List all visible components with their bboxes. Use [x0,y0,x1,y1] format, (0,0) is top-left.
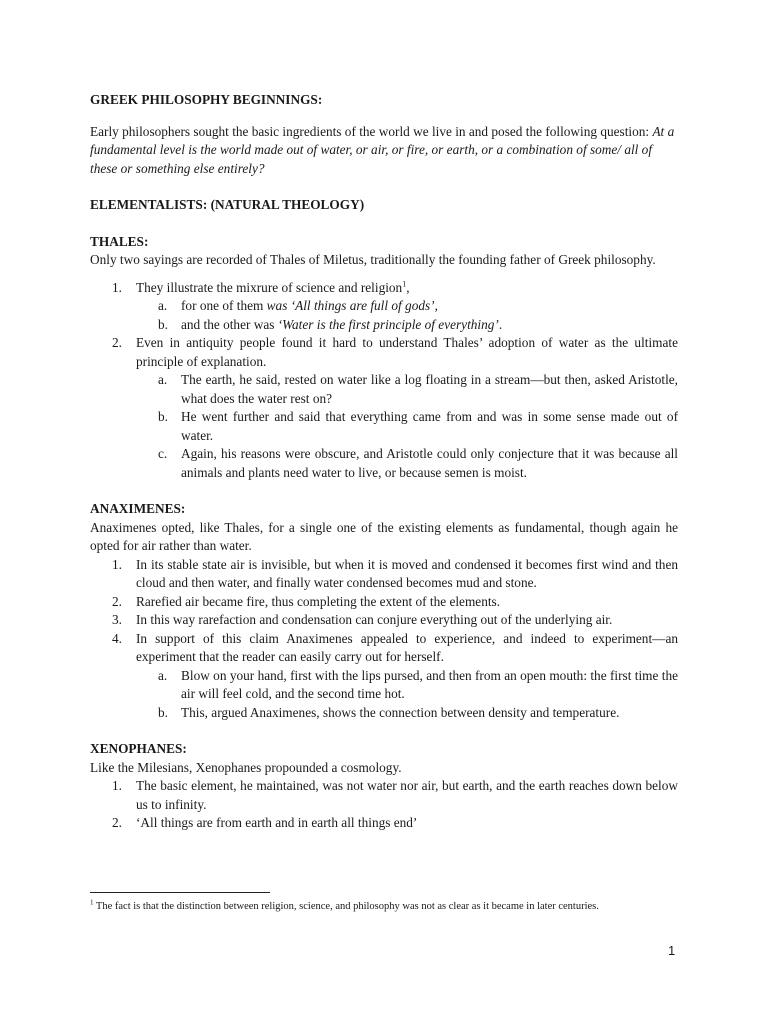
list-item [90,334,678,482]
intro-question: At a fundamental level is the world made out of water, or air, or fire, or earth, or a combination of some/ all of these or something else entirely? [90,123,675,176]
sub-list-item [90,704,678,723]
sub-list-letter: b. [158,316,168,332]
sub-list-item [90,667,678,704]
list-item-text: Rarefied air became fire, thus completing the extent of the elements. [136,593,501,609]
list-number: 2. [112,593,122,609]
anaximenes-intro: Anaximenes opted, like Thales, for a single one of the existing elements as fundamental, though again he opted for air rather than water. [90,519,678,553]
xenophanes-list [90,777,678,833]
sub-list-item [90,408,678,445]
list-item [90,556,678,593]
list-item-text: In its stable state air is invisible, but when it is moved and condensed it becomes first wind and then cloud and then water, and finally water condensed becomes mud and stone. [136,556,678,590]
list-number: 1. [112,778,122,793]
sub-list-item [90,445,678,482]
list-item [90,611,678,630]
anaximenes-list [90,556,678,723]
list-number: 2. [112,335,122,350]
sub-list-letter: a. [158,372,168,387]
list-item [90,814,678,833]
sub-item-text-end: . [498,316,503,332]
page-title: GREEK PHILOSOPHY BEGINNINGS: [90,92,323,107]
sub-list-item [90,316,678,335]
list-item-text: They illustrate the mixrure of science and religion [136,279,403,295]
thales-intro: Only two sayings are recorded of Thales of Miletus, traditionally the founding father of Greek philosophy. [90,252,656,267]
list-item-text: The basic element, he maintained, was not water nor air, but earth, and the earth reaches down below us to infinity. [136,778,678,812]
section-heading: ELEMENTALISTS: (NATURAL THEOLOGY) [90,197,365,212]
list-item-text: ‘All things are from earth and in earth all things end’ [136,815,418,830]
quote-text: was ‘All things are full of gods’ [266,298,435,313]
sub-list-letter: b. [158,409,168,424]
footnote [90,900,690,914]
list-item [90,777,678,814]
sub-list-letter: c. [158,446,168,461]
list-item-text-end: , [406,279,410,295]
sub-item-text: Again, his reasons were obscure, and Aristotle could only conjecture that it was because all animals and plants need water to live, or because semen is moist. [181,446,678,480]
list-number: 1. [112,279,122,295]
sub-item-text: The earth, he said, rested on water like a log floating in a stream—but then, asked Aristotle, what does the water rest on? [181,372,678,406]
page-number: 1 [668,943,676,958]
sub-list-letter: a. [158,298,168,313]
list-item [90,593,678,612]
quote-text: ‘Water is the first principle of everything’ [277,316,499,332]
intro-text: Early philosophers sought the basic ingredients of the world we live in and posed the following question: [90,123,650,139]
footnote-divider [90,892,270,893]
list-item-text: Even in antiquity people found it hard to understand Thales’ adoption of water as the ultimate principle of explanation. [136,335,678,369]
thales-heading: THALES: [90,233,149,249]
list-number: 2. [112,815,122,830]
footnote-ref[interactable]: 1 [402,279,407,289]
list-number: 1. [112,556,122,572]
xenophanes-intro: Like the Milesians, Xenophanes propounded a cosmology. [90,759,402,775]
xenophanes-heading: XENOPHANES: [90,741,187,756]
footnote-text: The fact is that the distinction between religion, science, and philosophy was not as clear as it became in later centuries. [93,901,599,912]
list-number: 3. [112,612,122,627]
footnote-marker: 1 [90,898,94,907]
list-item-text: In this way rarefaction and condensation can conjure everything out of the underlying air. [136,612,613,627]
sub-item-text: This, argued Anaximenes, shows the connection between density and temperature. [181,704,620,720]
sub-list-letter: b. [158,704,168,720]
list-item-text: In support of this claim Anaximenes appealed to experience, and indeed to experiment—an experiment that the reader can easily carry out for herself. [136,630,678,664]
sub-item-text: and the other was [181,316,278,332]
list-number: 4. [112,630,122,646]
sub-item-text: He went further and said that everything came from and was in some sense made out of water. [181,409,678,443]
sub-list-item [90,371,678,408]
sub-list-letter: a. [158,667,168,683]
sub-item-text: Blow on your hand, first with the lips pursed, and then from an open mouth: the first time the air will feel cold, and the second time hot. [181,667,678,701]
anaximenes-heading: ANAXIMENES: [90,501,186,516]
sub-item-text-end: , [434,298,438,313]
thales-list [90,279,678,483]
document-body [90,91,678,833]
list-item [90,279,678,335]
sub-list-item [90,297,678,316]
sub-item-text: for one of them [181,298,267,313]
intro-paragraph [90,123,678,179]
list-item [90,630,678,723]
